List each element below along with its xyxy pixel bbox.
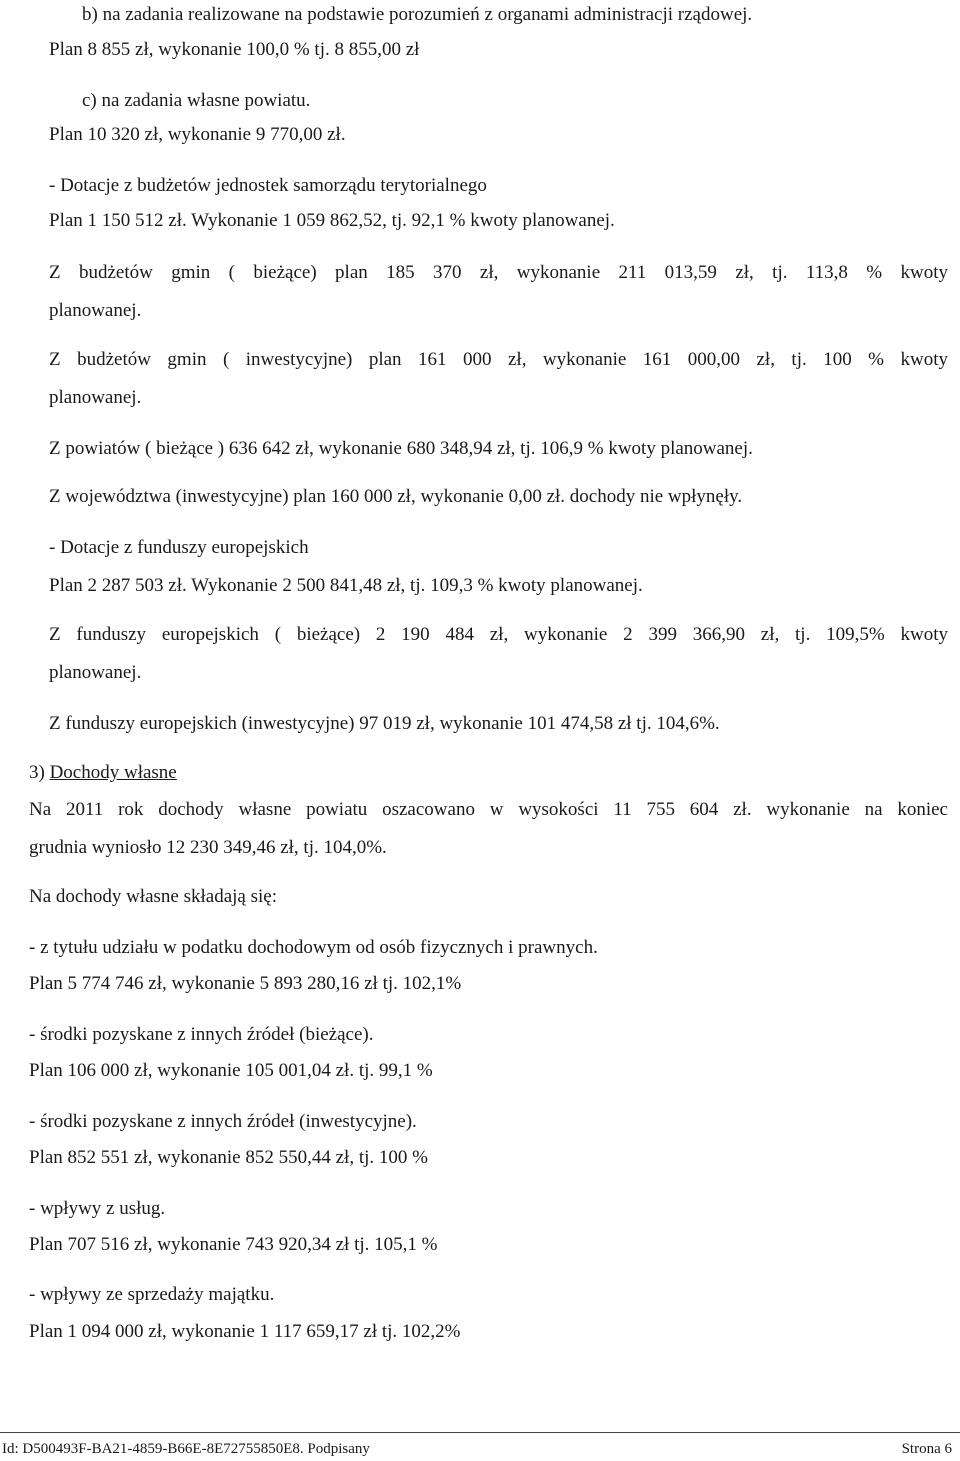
text-line: - wpływy z usług.: [29, 1198, 166, 1219]
text-line: - wpływy ze sprzedaży majątku.: [29, 1284, 275, 1305]
text-line: b) na zadania realizowane na podstawie porozumień z organami administracji rządowej.: [82, 4, 753, 25]
text-line: Z funduszy europejskich ( bieżące) 2 190 484 zł, wykonanie 2 399 366,90 zł, tj. 109,5% kwoty: [49, 624, 948, 645]
text-line: Plan 1 094 000 zł, wykonanie 1 117 659,17 zł tj. 102,2%: [29, 1321, 461, 1342]
text-line: Z powiatów ( bieżące ) 636 642 zł, wykonanie 680 348,94 zł, tj. 106,9 % kwoty planowanej.: [49, 438, 753, 459]
text-line: Plan 2 287 503 zł. Wykonanie 2 500 841,48 zł, tj. 109,3 % kwoty planowanej.: [49, 575, 643, 596]
text-line: - środki pozyskane z innych źródeł (bieżące).: [29, 1024, 374, 1045]
section-heading: [29, 762, 177, 784]
text-line: - z tytułu udziału w podatku dochodowym od osób fizycznych i prawnych.: [29, 937, 598, 958]
text-line: - środki pozyskane z innych źródeł (inwestycyjne).: [29, 1111, 417, 1132]
section-title: Dochody własne: [49, 762, 177, 783]
text-line: Plan 106 000 zł, wykonanie 105 001,04 zł. tj. 99,1 %: [29, 1060, 433, 1081]
text-line: grudnia wyniosło 12 230 349,46 zł, tj. 104,0%.: [29, 837, 387, 858]
text-line: Z województwa (inwestycyjne) plan 160 000 zł, wykonanie 0,00 zł. dochody nie wpłynęły.: [49, 486, 743, 507]
text-line: Plan 707 516 zł, wykonanie 743 920,34 zł tj. 105,1 %: [29, 1234, 438, 1255]
text-line: - Dotacje z funduszy europejskich: [49, 537, 309, 558]
text-line: Z budżetów gmin ( inwestycyjne) plan 161 000 zł, wykonanie 161 000,00 zł, tj. 100 % kwoty: [49, 349, 948, 370]
section-number: 3): [29, 762, 45, 783]
footer-page-number: Strona 6: [901, 1441, 952, 1457]
text-line: c) na zadania własne powiatu.: [82, 90, 311, 111]
footer-document-id: Id: D500493F-BA21-4859-B66E-8E72755850E8. Podpisany: [2, 1441, 370, 1457]
text-line: Z funduszy europejskich (inwestycyjne) 97 019 zł, wykonanie 101 474,58 zł tj. 104,6%.: [49, 713, 720, 734]
text-line: Plan 8 855 zł, wykonanie 100,0 % tj. 8 855,00 zł: [49, 39, 420, 60]
text-line: Na dochody własne składają się:: [29, 886, 277, 907]
text-line: - Dotacje z budżetów jednostek samorządu terytorialnego: [49, 175, 487, 196]
text-line: planowanej.: [49, 387, 142, 408]
text-line: planowanej.: [49, 300, 142, 321]
text-line: Na 2011 rok dochody własne powiatu oszacowano w wysokości 11 755 604 zł. wykonanie na koniec: [29, 799, 948, 820]
text-line: planowanej.: [49, 662, 142, 683]
footer-divider: [0, 1432, 960, 1433]
text-line: Plan 5 774 746 zł, wykonanie 5 893 280,16 zł tj. 102,1%: [29, 973, 462, 994]
text-line: Plan 1 150 512 zł. Wykonanie 1 059 862,52, tj. 92,1 % kwoty planowanej.: [49, 210, 615, 231]
text-line: Plan 10 320 zł, wykonanie 9 770,00 zł.: [49, 124, 346, 145]
text-line: Plan 852 551 zł, wykonanie 852 550,44 zł, tj. 100 %: [29, 1147, 428, 1168]
text-line: Z budżetów gmin ( bieżące) plan 185 370 zł, wykonanie 211 013,59 zł, tj. 113,8 % kwoty: [49, 262, 948, 283]
